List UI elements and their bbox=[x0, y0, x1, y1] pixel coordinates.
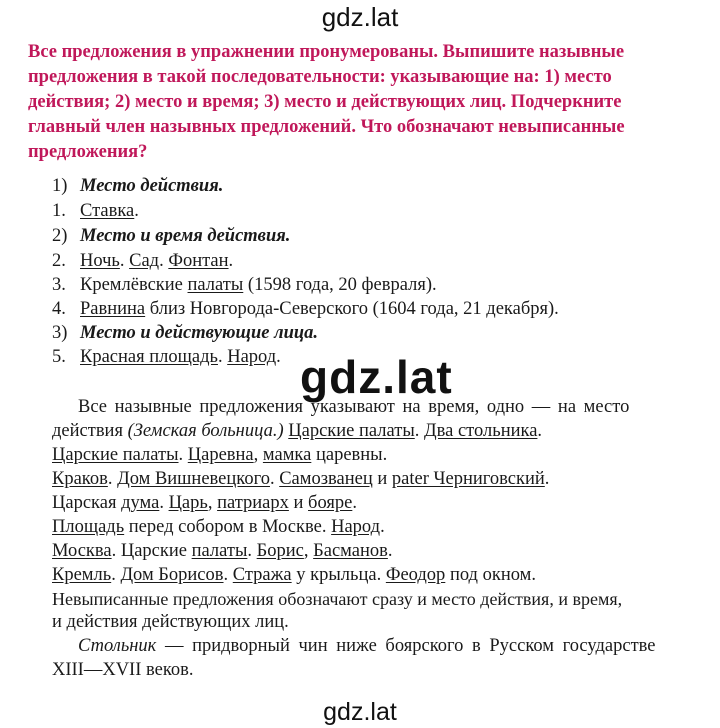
main-word: Царские палаты bbox=[52, 445, 179, 465]
main-word: палаты bbox=[191, 541, 248, 561]
paragraph-line: и действия действующих лиц. bbox=[52, 612, 289, 632]
text: у крыльца. bbox=[291, 565, 386, 585]
scene-line bbox=[52, 469, 549, 490]
main-word: pater Черниговский bbox=[391, 469, 545, 489]
main-word: Два стольника bbox=[424, 421, 538, 441]
punct: , bbox=[253, 445, 263, 465]
paragraph-line: Невыписанные предложения обозначают сразу и место действия, и время, bbox=[52, 589, 623, 609]
punct: . bbox=[544, 469, 550, 489]
main-word: Народ bbox=[227, 347, 277, 367]
main-word: Сад bbox=[129, 251, 160, 271]
paragraph-line: XIII—XVII веков. bbox=[52, 660, 194, 680]
main-word: Красная площадь bbox=[80, 347, 218, 367]
section-title: Место и время действия. bbox=[80, 226, 291, 246]
text: и bbox=[372, 469, 392, 489]
paragraph-line bbox=[52, 421, 542, 442]
section-title: Место и действующие лица. bbox=[80, 323, 319, 343]
text: (1598 года, 20 февраля). bbox=[243, 275, 437, 295]
text: перед собором в Москве. bbox=[124, 517, 332, 537]
text: . Царские bbox=[111, 541, 192, 561]
task-text: Все предложения в упражнении пронумерованы. Выпишите назывные предложения в такой последовательности: указывающие на: 1) место действия; 2) место и время; 3) место и действующих лиц. Подчеркните главный член назывных предложений. Что обозначают невыписанные предложения? bbox=[28, 42, 625, 162]
scene-line bbox=[52, 517, 385, 538]
punct: . bbox=[107, 469, 118, 489]
item-number: 2. bbox=[52, 251, 66, 271]
section-place bbox=[52, 176, 223, 197]
scene-line bbox=[52, 541, 393, 562]
punct: . bbox=[228, 251, 234, 271]
watermark-top: gdz.lat bbox=[321, 2, 399, 32]
punct: , bbox=[207, 493, 218, 513]
main-word: Дом Борисов bbox=[120, 565, 224, 585]
text: близ Новгорода-Северского (1604 года, 21 декабря). bbox=[145, 299, 559, 319]
scene-line bbox=[52, 445, 387, 466]
paragraph-line bbox=[78, 636, 656, 657]
main-word: Ночь bbox=[80, 251, 120, 271]
main-word: Кремль bbox=[52, 565, 112, 585]
main-word: палаты bbox=[187, 275, 244, 295]
paragraph-line: Все назывные предложения указывают на время, одно — на место bbox=[78, 397, 630, 417]
main-word: Фонтан bbox=[168, 251, 229, 271]
main-word: мамка bbox=[262, 445, 312, 465]
main-word: Ставка bbox=[80, 201, 135, 221]
scene-line bbox=[52, 493, 357, 514]
punct: . bbox=[276, 347, 281, 367]
item-number: 4. bbox=[52, 299, 66, 319]
punct: . bbox=[223, 565, 233, 585]
scene-line bbox=[52, 565, 536, 586]
punct: . bbox=[159, 251, 169, 271]
list-item bbox=[52, 251, 233, 272]
text: Царская bbox=[52, 493, 122, 513]
text: и bbox=[288, 493, 309, 513]
main-word: патриарх bbox=[217, 493, 289, 513]
main-word: Самозванец bbox=[279, 469, 373, 489]
main-word: Басманов bbox=[313, 541, 388, 561]
item-number: 5. bbox=[52, 347, 66, 367]
main-word: дума bbox=[121, 493, 160, 513]
punct: . bbox=[387, 541, 393, 561]
text: — придворный чин ниже боярского в Русском государстве bbox=[156, 636, 656, 656]
italic-text: (Земская больница.) bbox=[127, 421, 284, 441]
main-word: Борис bbox=[256, 541, 304, 561]
main-word: Стража bbox=[232, 565, 292, 585]
main-word: Москва bbox=[52, 541, 112, 561]
main-word: бояре bbox=[308, 493, 353, 513]
punct: . bbox=[269, 469, 280, 489]
text: царевны. bbox=[311, 445, 388, 465]
main-word: Царь bbox=[168, 493, 208, 513]
list-item bbox=[52, 275, 437, 296]
section-number: 3) bbox=[52, 323, 68, 343]
item-number: 3. bbox=[52, 275, 66, 295]
main-word: Краков bbox=[52, 469, 108, 489]
punct: . bbox=[414, 421, 425, 441]
watermark-middle: gdz.lat bbox=[300, 351, 453, 403]
main-word: Царские палаты bbox=[288, 421, 415, 441]
main-word: Дом Вишневецкого bbox=[117, 469, 270, 489]
punct: . bbox=[178, 445, 188, 465]
section-title: Место действия. bbox=[80, 176, 224, 196]
punct: . bbox=[119, 251, 130, 271]
list-item bbox=[52, 201, 139, 222]
watermark-bottom: gdz.lat bbox=[323, 698, 397, 726]
punct: . bbox=[159, 493, 169, 513]
main-word: Феодор bbox=[385, 565, 446, 585]
main-word: Площадь bbox=[52, 517, 125, 537]
main-word: Царевна bbox=[187, 445, 254, 465]
section-number: 1) bbox=[52, 176, 68, 196]
punct: . bbox=[352, 493, 357, 513]
text: действия bbox=[52, 421, 128, 441]
section-number: 2) bbox=[52, 226, 68, 246]
main-word: Равнина bbox=[80, 299, 146, 319]
list-item bbox=[52, 299, 559, 320]
punct: . bbox=[537, 421, 543, 441]
punct: , bbox=[303, 541, 314, 561]
punct: . bbox=[111, 565, 121, 585]
punct: . bbox=[217, 347, 228, 367]
punct: . bbox=[134, 201, 139, 221]
punct: . bbox=[247, 541, 257, 561]
text: под окном. bbox=[445, 565, 536, 585]
item-number: 1. bbox=[52, 201, 66, 221]
punct: . bbox=[380, 517, 385, 537]
section-place-persons bbox=[52, 323, 318, 344]
section-place-time bbox=[52, 226, 290, 247]
text: Кремлёвские bbox=[80, 275, 188, 295]
main-word: Народ bbox=[331, 517, 381, 537]
italic-text: Стольник bbox=[78, 636, 157, 656]
list-item bbox=[52, 347, 281, 368]
